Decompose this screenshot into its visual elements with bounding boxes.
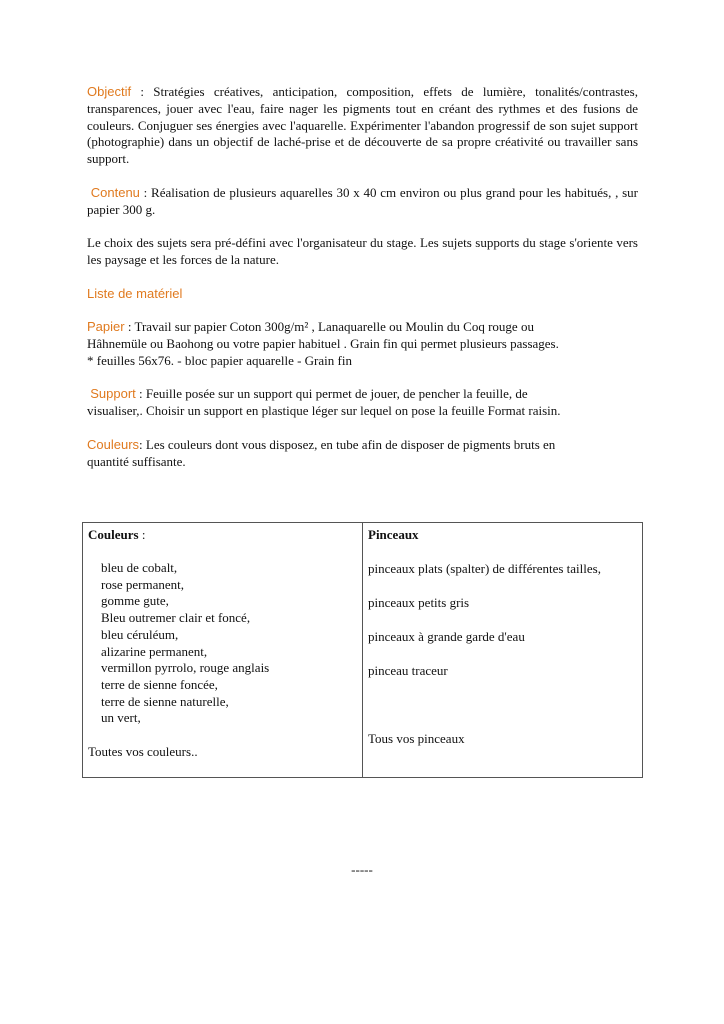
- pinceaux-header: Pinceaux: [368, 527, 419, 542]
- list-item: vermillon pyrrolo, rouge anglais: [101, 660, 270, 676]
- papier-paragraph: [87, 319, 638, 369]
- contenu-label: Contenu: [90, 184, 140, 200]
- document-body: [87, 84, 638, 470]
- papier-label: Papier: [87, 319, 125, 335]
- support-paragraph: [87, 386, 638, 420]
- couleurs-line1: : Les couleurs dont vous disposez, en tube afin de disposer de pigments bruts en: [139, 436, 556, 452]
- papier-line1: : Travail sur papier Coton 300g/m² , Lanaquarelle ou Moulin du Coq rouge ou: [124, 319, 534, 335]
- pinceaux-cell: [363, 523, 643, 778]
- objectif-paragraph: [87, 84, 638, 168]
- papier-line3: * feuilles 56x76. - bloc papier aquarelle - Grain fin: [87, 352, 352, 368]
- couleurs-footer: Toutes vos couleurs..: [88, 744, 198, 760]
- support-label: Support: [90, 386, 136, 402]
- papier-line2: Hâhnemüle ou Baohong ou votre papier habituel . Grain fin qui permet plusieurs passages.: [87, 335, 559, 351]
- list-item: un vert,: [101, 710, 141, 726]
- list-item: bleu de cobalt,: [101, 560, 178, 575]
- couleurs-line2: quantité suffisante.: [87, 453, 186, 469]
- contenu-paragraph: [87, 185, 638, 219]
- list-item: bleu céruléum,: [101, 626, 179, 642]
- objectif-label: Objectif: [87, 84, 132, 99]
- support-line1: : Feuille posée sur un support qui permet de jouer, de pencher la feuille, de: [135, 386, 528, 402]
- footer-separator: -----: [351, 862, 373, 877]
- contenu-text: : Réalisation de plusieurs aquarelles 30 x 40 cm environ ou plus grand pour les habitués, , sur papier 300 g.: [87, 184, 638, 217]
- support-line2: visualiser,. Choisir un support en plastique léger sur lequel on pose la feuille Format raisin.: [87, 403, 561, 419]
- list-item: pinceaux à grande garde d'eau: [368, 629, 525, 644]
- list-item: pinceaux petits gris: [368, 595, 470, 610]
- list-item: pinceaux plats (spalter) de différentes tailles,: [368, 561, 601, 576]
- couleurs-cell: [83, 523, 363, 778]
- liste-materiel-title: Liste de matériel: [87, 285, 183, 301]
- list-item: alizarine permanent,: [101, 643, 208, 659]
- list-item: rose permanent,: [101, 576, 185, 592]
- couleurs-paragraph: [87, 437, 638, 471]
- materiel-table: [82, 522, 643, 778]
- list-item: gomme gute,: [101, 593, 169, 609]
- list-item: terre de sienne foncée,: [101, 676, 218, 692]
- couleurs-header: Couleurs :: [88, 527, 146, 542]
- list-item: terre de sienne naturelle,: [101, 693, 229, 709]
- list-item: pinceau traceur: [368, 663, 448, 678]
- list-item: Bleu outremer clair et foncé,: [101, 610, 251, 626]
- sujets-paragraph: Le choix des sujets sera pré-défini avec l'organisateur du stage. Les sujets supports du stage s'oriente vers les paysage et les forces de la nature.: [87, 235, 638, 267]
- couleurs-label: Couleurs: [87, 436, 140, 452]
- pinceaux-footer: Tous vos pinceaux: [368, 731, 465, 746]
- couleurs-list: [88, 560, 357, 727]
- objectif-text: : Stratégies créatives, anticipation, composition, effets de lumière, tonalités/contrastes, transparences, jouer avec l'eau, faire nager les pigments tout en créant des rythmes et des fusions de couleurs. Conjuguer ses énergies avec l'aquarelle. Expérimenter l'abandon progressif de son sujet support (photographie) dans un objectif de laché-prise et de découverte de sa propre créativité ou travailler sans support.: [87, 84, 638, 167]
